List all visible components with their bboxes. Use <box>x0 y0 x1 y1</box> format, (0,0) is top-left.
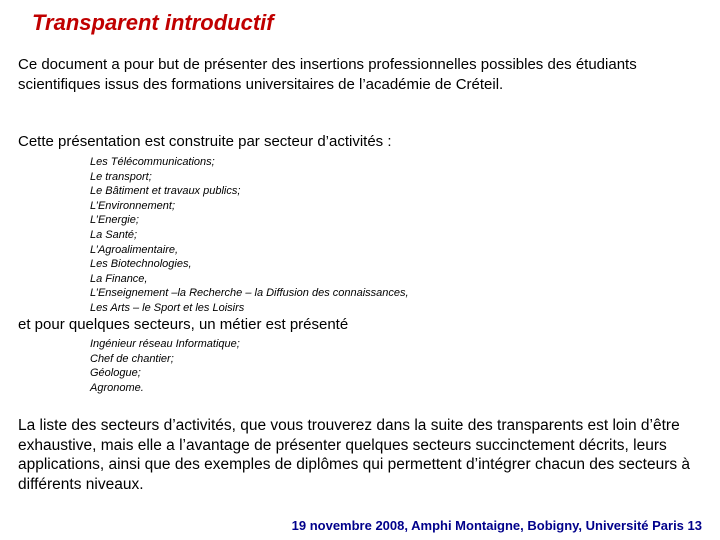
list-item: Le Bâtiment et travaux publics; <box>90 185 241 198</box>
list-item: L’Agroalimentaire, <box>90 243 179 256</box>
list-item: La Santé; <box>90 228 138 241</box>
list-item: L’Environnement; <box>90 199 175 212</box>
conclusion-paragraph: La liste des secteurs d’activités, que vous trouverez dans la suite des transparents est loin d’être exhaustive, mais elle a l’avantage de présenter quelques secteurs succinctement décrits, leurs applications, ainsi que des exemples de diplômes qui permettent d’intégrer chacun des secteurs à différents niveaux. <box>18 417 691 493</box>
list-item: Les Arts – le Sport et les Loisirs <box>90 301 245 314</box>
intro-paragraph: Ce document a pour but de présenter des insertions professionnelles possibles des étudiants scientifiques issus des formations universitaires de l’académie de Créteil. <box>18 56 637 93</box>
metiers-list <box>90 337 240 395</box>
list-item: Les Biotechnologies, <box>90 258 192 271</box>
secteurs-list <box>90 155 409 316</box>
list-item: L’Energie; <box>90 214 139 227</box>
list-item: Chef de chantier; <box>90 352 174 365</box>
list-item: Ingénieur réseau Informatique; <box>90 338 240 350</box>
slide-title: Transparent introductif <box>32 10 274 35</box>
list-item: Le transport; <box>90 170 152 183</box>
list-item: Agronome. <box>90 381 144 394</box>
list-item: Géologue; <box>90 367 141 380</box>
secteurs-intro: Cette présentation est construite par secteur d’activités : <box>18 133 392 150</box>
list-item: Les Télécommunications; <box>90 156 215 168</box>
metiers-intro: et pour quelques secteurs, un métier est présenté <box>18 316 349 333</box>
list-item: L’Enseignement –la Recherche – la Diffusion des connaissances, <box>90 287 409 300</box>
list-item: La Finance, <box>90 272 148 285</box>
footer-caption: 19 novembre 2008, Amphi Montaigne, Bobigny, Université Paris 13 <box>291 518 702 533</box>
